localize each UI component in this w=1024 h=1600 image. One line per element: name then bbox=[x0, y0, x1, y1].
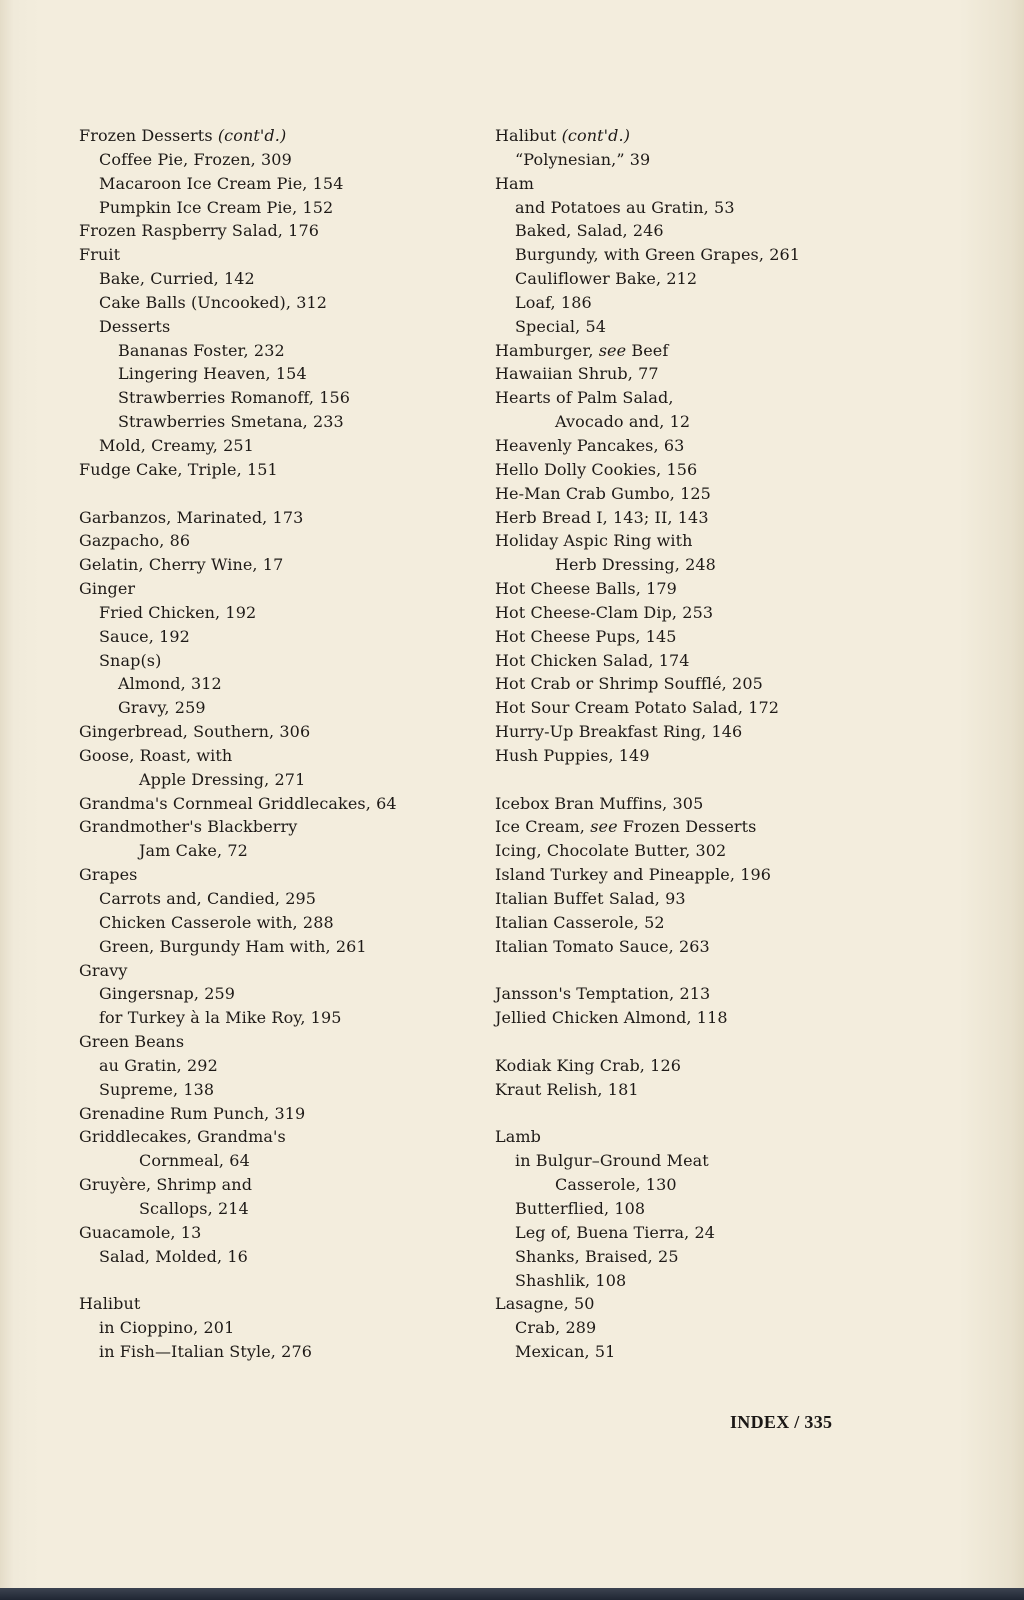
index-subentry bbox=[495, 553, 915, 577]
index-subentry bbox=[79, 1054, 479, 1078]
entry-text: Mexican, 51 bbox=[515, 1342, 616, 1362]
page-footer-folio: INDEX / 335 bbox=[730, 1412, 833, 1432]
index-spacer bbox=[79, 482, 479, 506]
index-heading-entry bbox=[495, 506, 915, 530]
index-subentry bbox=[79, 1006, 479, 1030]
index-heading-entry bbox=[495, 1125, 915, 1149]
index-subentry bbox=[79, 291, 479, 315]
index-heading-entry bbox=[79, 458, 479, 482]
index-heading-entry bbox=[495, 839, 915, 863]
entry-text: Halibut bbox=[495, 126, 562, 145]
index-subentry bbox=[79, 1078, 479, 1102]
index-spacer bbox=[79, 1269, 479, 1293]
index-heading-entry bbox=[495, 386, 915, 410]
entry-text: Strawberries Romanoff, 156 bbox=[118, 388, 351, 408]
entry-text: Hot Cheese Balls, 179 bbox=[495, 579, 677, 599]
index-subentry bbox=[495, 1245, 915, 1269]
entry-text: Hot Sour Cream Potato Salad, 172 bbox=[495, 698, 780, 718]
index-heading-entry bbox=[495, 339, 915, 363]
index-column-right bbox=[495, 124, 915, 1364]
entry-text: Hawaiian Shrub, 77 bbox=[495, 364, 659, 384]
index-subentry bbox=[79, 267, 479, 291]
index-heading-entry bbox=[495, 696, 915, 720]
entry-text: Italian Buffet Salad, 93 bbox=[495, 889, 686, 908]
entry-text: Hot Chicken Salad, 174 bbox=[495, 650, 690, 670]
index-subentry bbox=[79, 362, 479, 386]
entry-text: Snap(s) bbox=[99, 650, 162, 670]
index-heading-entry bbox=[495, 672, 915, 696]
index-subentry bbox=[495, 1269, 915, 1293]
entry-text: Hot Cheese-Clam Dip, 253 bbox=[495, 602, 714, 622]
entry-text: Jam Cake, 72 bbox=[139, 841, 248, 861]
entry-text: Crab, 289 bbox=[515, 1318, 597, 1338]
entry-text: Gelatin, Cherry Wine, 17 bbox=[79, 555, 284, 575]
index-subentry bbox=[79, 386, 479, 410]
entry-text: Grandma's Cornmeal Griddlecakes, 64 bbox=[79, 793, 397, 813]
index-heading-entry bbox=[495, 1006, 915, 1030]
index-subentry bbox=[79, 1245, 479, 1269]
entry-text: Loaf, 186 bbox=[515, 292, 592, 312]
index-heading-entry bbox=[495, 529, 915, 553]
entry-text: and Potatoes au Gratin, 53 bbox=[515, 197, 735, 217]
index-heading-entry bbox=[495, 982, 915, 1006]
index-heading-entry bbox=[495, 601, 915, 625]
entry-text: Hot Cheese Pups, 145 bbox=[495, 626, 677, 646]
entry-text: Guacamole, 13 bbox=[79, 1222, 202, 1242]
entry-text: Frozen Raspberry Salad, 176 bbox=[79, 221, 320, 241]
index-subentry bbox=[495, 1149, 915, 1173]
index-heading-entry bbox=[495, 649, 915, 673]
entry-text: Fried Chicken, 192 bbox=[99, 602, 257, 622]
index-heading-entry bbox=[79, 1173, 479, 1197]
index-subentry bbox=[79, 196, 479, 220]
entry-text: Italian Casserole, 52 bbox=[495, 912, 665, 932]
entry-text: Gingersnap, 259 bbox=[99, 984, 236, 1004]
entry-text: Goose, Roast, with bbox=[79, 745, 233, 765]
index-subentry bbox=[495, 219, 915, 243]
entry-text: Gingerbread, Southern, 306 bbox=[79, 722, 311, 742]
entry-text: Macaroon Ice Cream Pie, 154 bbox=[99, 173, 344, 193]
entry-text: Island Turkey and Pineapple, 196 bbox=[495, 865, 772, 885]
entry-text: Hush Puppies, 149 bbox=[495, 745, 650, 765]
entry-text: Icing, Chocolate Butter, 302 bbox=[495, 841, 727, 861]
entry-text: Hurry-Up Breakfast Ring, 146 bbox=[495, 722, 743, 742]
index-subentry bbox=[79, 315, 479, 339]
entry-text: Green Beans bbox=[79, 1032, 185, 1052]
entry-text: Pumpkin Ice Cream Pie, 152 bbox=[99, 197, 334, 217]
index-subentry bbox=[79, 768, 479, 792]
entry-text: Gazpacho, 86 bbox=[79, 531, 191, 551]
index-subentry bbox=[79, 148, 479, 172]
entry-text: Lasagne, 50 bbox=[495, 1294, 595, 1314]
entry-text: Hamburger, bbox=[495, 340, 599, 360]
index-heading-entry bbox=[79, 1125, 479, 1149]
entry-text: Lamb bbox=[495, 1127, 541, 1147]
entry-text: Herb Bread I, 143; II, 143 bbox=[495, 507, 709, 527]
entry-italic-text: (cont'd.) bbox=[217, 126, 287, 145]
index-heading-entry bbox=[79, 863, 479, 887]
entry-text: Bake, Curried, 142 bbox=[99, 269, 255, 289]
index-subentry bbox=[79, 887, 479, 911]
entry-text: Shashlik, 108 bbox=[515, 1270, 627, 1290]
index-heading-entry bbox=[495, 1054, 915, 1078]
entry-text: Lingering Heaven, 154 bbox=[118, 364, 307, 384]
entry-text: Hello Dolly Cookies, 156 bbox=[495, 459, 698, 479]
index-heading-entry bbox=[79, 1292, 479, 1316]
entry-text: Chicken Casserole with, 288 bbox=[99, 912, 334, 932]
index-subentry bbox=[79, 434, 479, 458]
index-subentry bbox=[79, 601, 479, 625]
index-heading-entry bbox=[79, 1102, 479, 1126]
entry-text: Gravy bbox=[79, 960, 128, 980]
entry-text: Butterflied, 108 bbox=[515, 1198, 646, 1218]
entry-text: Shanks, Braised, 25 bbox=[515, 1246, 679, 1266]
index-subentry bbox=[79, 649, 479, 673]
entry-text: Desserts bbox=[99, 316, 171, 336]
index-heading-entry bbox=[495, 434, 915, 458]
entry-text: Gruyère, Shrimp and bbox=[79, 1175, 253, 1195]
entry-text: Holiday Aspic Ring with bbox=[495, 531, 693, 551]
index-heading-entry bbox=[495, 482, 915, 506]
entry-text: in Cioppino, 201 bbox=[99, 1318, 235, 1338]
entry-text: Kodiak King Crab, 126 bbox=[495, 1055, 682, 1075]
entry-text: Fruit bbox=[79, 245, 121, 265]
entry-text: Strawberries Smetana, 233 bbox=[118, 412, 344, 432]
entry-text: Ginger bbox=[79, 579, 136, 599]
entry-text: Burgundy, with Green Grapes, 261 bbox=[515, 245, 801, 265]
index-subentry bbox=[79, 982, 479, 1006]
entry-text: Baked, Salad, 246 bbox=[515, 221, 664, 241]
index-heading-entry bbox=[79, 577, 479, 601]
index-subentry bbox=[79, 672, 479, 696]
index-heading-entry bbox=[495, 362, 915, 386]
entry-italic-text: see bbox=[590, 817, 618, 837]
entry-text: Avocado and, 12 bbox=[555, 412, 691, 432]
entry-text: Grandmother's Blackberry bbox=[79, 817, 298, 837]
index-heading-entry bbox=[495, 815, 915, 839]
index-subentry bbox=[79, 1340, 479, 1364]
entry-text: Kraut Relish, 181 bbox=[495, 1079, 639, 1099]
entry-text: in Bulgur–Ground Meat bbox=[515, 1151, 709, 1171]
entry-text: Jellied Chicken Almond, 118 bbox=[495, 1008, 728, 1028]
index-subentry bbox=[495, 1316, 915, 1340]
entry-text: Grapes bbox=[79, 865, 138, 885]
index-heading-entry bbox=[495, 124, 915, 148]
index-subentry bbox=[495, 148, 915, 172]
index-heading-entry bbox=[495, 577, 915, 601]
entry-text: Herb Dressing, 248 bbox=[555, 555, 716, 575]
index-spacer bbox=[495, 768, 915, 792]
entry-text: Ham bbox=[495, 173, 534, 193]
index-heading-entry bbox=[79, 529, 479, 553]
index-subentry bbox=[79, 172, 479, 196]
index-spacer bbox=[495, 1102, 915, 1126]
index-column-left bbox=[79, 124, 479, 1364]
index-heading-entry bbox=[79, 124, 479, 148]
entry-text: Grenadine Rum Punch, 319 bbox=[79, 1103, 306, 1123]
index-subentry bbox=[79, 696, 479, 720]
index-subentry bbox=[79, 1197, 479, 1221]
index-heading-entry bbox=[495, 1292, 915, 1316]
entry-text: Special, 54 bbox=[515, 316, 607, 336]
index-heading-entry bbox=[79, 959, 479, 983]
entry-text: Carrots and, Candied, 295 bbox=[99, 889, 317, 908]
entry-text: Halibut bbox=[79, 1294, 141, 1314]
index-heading-entry bbox=[495, 887, 915, 911]
entry-text: He-Man Crab Gumbo, 125 bbox=[495, 483, 711, 503]
entry-text: Hearts of Palm Salad, bbox=[495, 388, 674, 408]
index-subentry bbox=[495, 1197, 915, 1221]
index-heading-entry bbox=[79, 792, 479, 816]
index-spacer bbox=[495, 959, 915, 983]
entry-text: Scallops, 214 bbox=[139, 1198, 249, 1218]
index-subentry bbox=[495, 291, 915, 315]
entry-text: au Gratin, 292 bbox=[99, 1055, 218, 1075]
entry-text: Jansson's Temptation, 213 bbox=[495, 984, 711, 1004]
entry-text: Mold, Creamy, 251 bbox=[99, 435, 254, 455]
index-subentry bbox=[495, 267, 915, 291]
entry-text: Green, Burgundy Ham with, 261 bbox=[99, 936, 367, 956]
entry-text: Sauce, 192 bbox=[99, 626, 190, 646]
entry-text: Garbanzos, Marinated, 173 bbox=[79, 507, 304, 527]
index-subentry bbox=[79, 935, 479, 959]
index-subentry bbox=[495, 1340, 915, 1364]
index-subentry bbox=[79, 839, 479, 863]
entry-text: Gravy, 259 bbox=[118, 698, 206, 718]
index-subentry bbox=[79, 410, 479, 434]
entry-text: Heavenly Pancakes, 63 bbox=[495, 435, 685, 455]
index-heading-entry bbox=[495, 458, 915, 482]
index-subentry bbox=[79, 339, 479, 363]
index-heading-entry bbox=[79, 219, 479, 243]
entry-text: Cornmeal, 64 bbox=[139, 1151, 250, 1171]
index-subentry bbox=[79, 625, 479, 649]
index-heading-entry bbox=[79, 744, 479, 768]
entry-text: Fudge Cake, Triple, 151 bbox=[79, 459, 278, 479]
entry-text: Bananas Foster, 232 bbox=[118, 340, 285, 360]
index-heading-entry bbox=[495, 935, 915, 959]
index-heading-entry bbox=[79, 1221, 479, 1245]
entry-text: in Fish—Italian Style, 276 bbox=[99, 1342, 313, 1362]
entry-text: Apple Dressing, 271 bbox=[139, 769, 306, 789]
entry-italic-text: see bbox=[598, 340, 627, 360]
entry-text: Supreme, 138 bbox=[99, 1079, 215, 1099]
index-heading-entry bbox=[79, 815, 479, 839]
index-heading-entry bbox=[79, 243, 479, 267]
index-heading-entry bbox=[79, 553, 479, 577]
index-subentry bbox=[495, 410, 915, 434]
entry-text: Almond, 312 bbox=[118, 674, 222, 694]
index-subentry bbox=[495, 1173, 915, 1197]
index-spacer bbox=[495, 1030, 915, 1054]
book-cover-edge bbox=[0, 1588, 1024, 1600]
entry-text: Coffee Pie, Frozen, 309 bbox=[99, 149, 292, 169]
entry-text-suffix: Frozen Desserts bbox=[617, 817, 757, 837]
entry-text: Griddlecakes, Grandma's bbox=[79, 1127, 286, 1147]
entry-text: Ice Cream, bbox=[495, 817, 591, 837]
index-heading-entry bbox=[495, 863, 915, 887]
index-subentry bbox=[79, 911, 479, 935]
entry-text: for Turkey à la Mike Roy, 195 bbox=[99, 1008, 342, 1028]
index-heading-entry bbox=[495, 1078, 915, 1102]
entry-text: “Polynesian,” 39 bbox=[515, 149, 651, 169]
entry-text: Cauliflower Bake, 212 bbox=[515, 269, 698, 289]
entry-text: Frozen Desserts bbox=[79, 126, 218, 145]
index-subentry bbox=[495, 243, 915, 267]
entry-italic-text: (cont'd.) bbox=[561, 126, 631, 145]
entry-text: Italian Tomato Sauce, 263 bbox=[495, 936, 710, 956]
index-subentry bbox=[495, 196, 915, 220]
index-heading-entry bbox=[79, 1030, 479, 1054]
index-heading-entry bbox=[495, 744, 915, 768]
entry-text: Icebox Bran Muffins, 305 bbox=[495, 793, 704, 813]
index-subentry bbox=[495, 1221, 915, 1245]
index-heading-entry bbox=[495, 172, 915, 196]
entry-text: Cake Balls (Uncooked), 312 bbox=[99, 292, 328, 312]
index-heading-entry bbox=[495, 911, 915, 935]
index-subentry bbox=[79, 1316, 479, 1340]
index-heading-entry bbox=[495, 625, 915, 649]
index-subentry bbox=[495, 315, 915, 339]
entry-text: Salad, Molded, 16 bbox=[99, 1246, 248, 1266]
index-heading-entry bbox=[495, 792, 915, 816]
index-subentry bbox=[79, 1149, 479, 1173]
entry-text-suffix: Beef bbox=[626, 340, 669, 360]
entry-text: Casserole, 130 bbox=[555, 1175, 677, 1195]
index-heading-entry bbox=[79, 720, 479, 744]
index-heading-entry bbox=[495, 720, 915, 744]
entry-text: Hot Crab or Shrimp Soufflé, 205 bbox=[495, 674, 763, 694]
index-heading-entry bbox=[79, 506, 479, 530]
entry-text: Leg of, Buena Tierra, 24 bbox=[515, 1222, 716, 1242]
